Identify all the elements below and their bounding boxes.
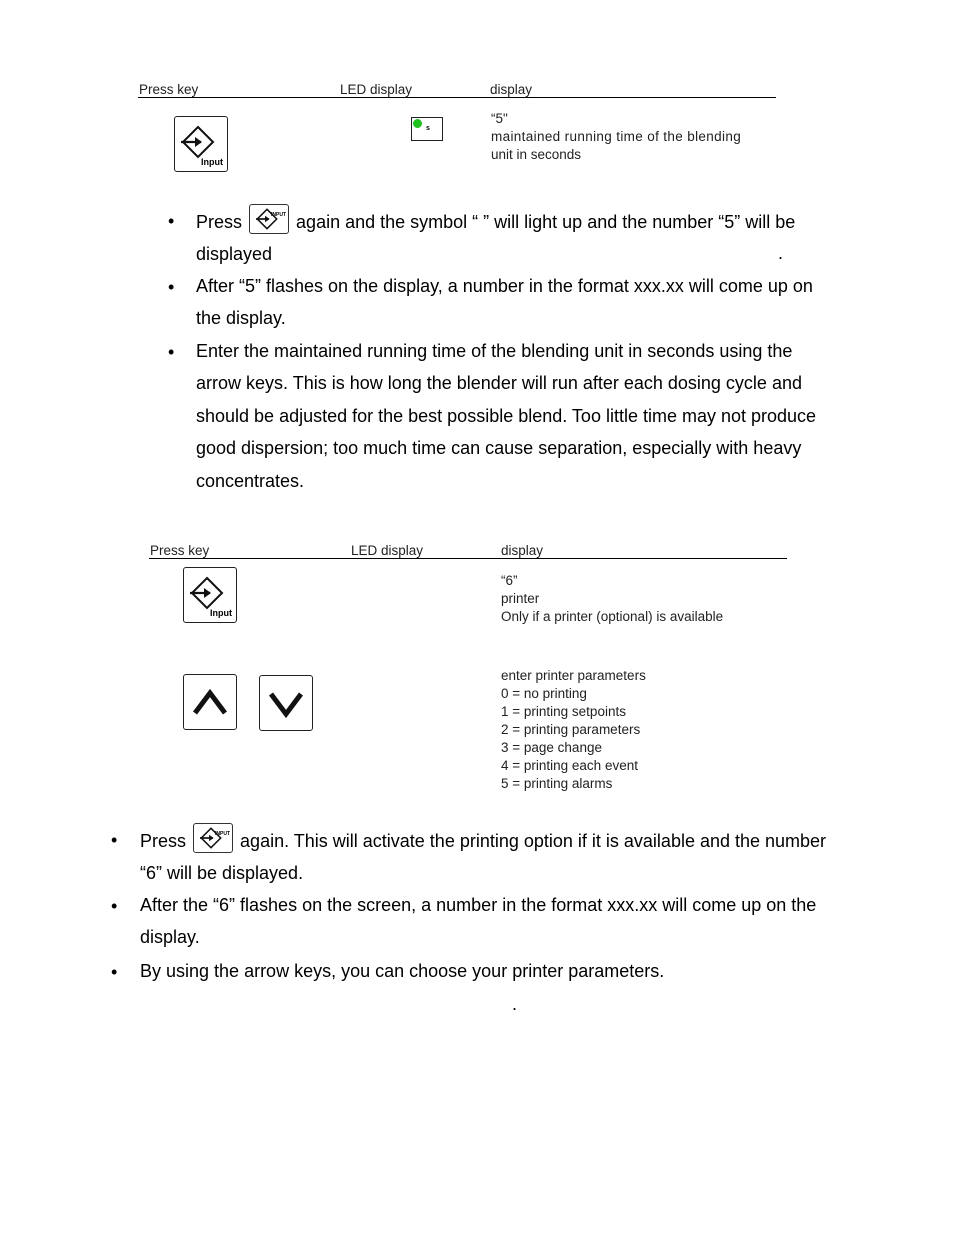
table1-header-display: display <box>490 82 533 97</box>
table2-row2-title: enter printer parameters <box>501 668 646 683</box>
table2-row1-title: printer <box>501 591 540 606</box>
table2-header-press-key: Press key <box>150 543 210 558</box>
table2-option-3: 3 = page change <box>501 740 602 755</box>
table2-option-0: 0 = no printing <box>501 686 587 701</box>
table2-option-5: 5 = printing alarms <box>501 776 613 791</box>
section2-bullet-2 <box>140 889 930 954</box>
table2-header-led-display: LED display <box>351 543 424 558</box>
bullet-text: display. <box>140 927 200 948</box>
bullet-text: After “5” flashes on the display, a number in the format xxx.xx will come up on <box>196 276 813 296</box>
table2-option-2: 2 = printing parameters <box>501 722 641 737</box>
arrow-down-key-icon <box>259 675 313 731</box>
bullet-line: arrow keys. This is how long the blender will run after each dosing cycle and <box>196 373 802 394</box>
led-letter: s <box>426 125 430 132</box>
input-key-icon <box>183 567 237 623</box>
bullet-dot: • <box>168 211 175 231</box>
bullet-text: again and the symbol “ ” will light up and the number “5” will be <box>296 212 796 232</box>
bullet-line: Enter the maintained running time of the blending unit in seconds using the <box>196 341 793 361</box>
table1-header-press-key: Press key <box>139 82 199 97</box>
table2-option-1: 1 = printing setpoints <box>501 704 626 719</box>
bullet-text: displayed <box>196 244 273 265</box>
bullet-text: again. This will activate the printing option if it is available and the number <box>240 831 827 851</box>
input-key-icon <box>174 116 228 172</box>
section1-bullet-3 <box>196 335 896 497</box>
section1-bullet-2 <box>196 270 896 335</box>
bullet-dot: • <box>168 342 175 362</box>
inline-input-key-icon: INPUT <box>193 823 233 853</box>
table1-display-line2: unit in seconds <box>491 147 582 162</box>
arrow-up-key-icon <box>183 674 237 730</box>
input-key-label: Input <box>210 608 232 618</box>
bullet-line: should be adjusted for the best possible blend. Too little time may not produce <box>196 405 817 426</box>
table2-row1-note: Only if a printer (optional) is available <box>501 609 724 624</box>
bullet-dot: • <box>111 896 118 916</box>
bullet-dot: • <box>111 962 118 982</box>
bullet-line: concentrates. <box>196 470 305 491</box>
bullet-dot: • <box>111 830 118 850</box>
bullet-text: “6” will be displayed. <box>140 863 304 884</box>
bullet-text: Press <box>196 212 243 232</box>
table2-option-4: 4 = printing each event <box>501 758 638 773</box>
led-indicator-icon <box>411 117 443 141</box>
table2-header-display: display <box>501 543 544 558</box>
trailing-period: . <box>778 243 784 263</box>
stray-period: . <box>512 994 518 1014</box>
table1-display-code: “5" <box>491 111 508 126</box>
table2-header-rule <box>149 558 787 559</box>
bullet-line: good dispersion; too much time can cause separation, especially with heavy <box>196 438 802 459</box>
table1-display-line1: maintained running time of the blending <box>491 129 742 144</box>
bullet-text: the display. <box>196 308 286 329</box>
bullet-dot: • <box>168 277 175 297</box>
section2-bullet-1 <box>140 823 930 890</box>
input-key-label: Input <box>201 157 223 167</box>
section2-bullet-3 <box>140 955 930 987</box>
led-dot <box>413 119 422 128</box>
section1-bullet-1 <box>196 204 876 271</box>
bullet-text: By using the arrow keys, you can choose your printer parameters. <box>140 961 665 981</box>
inline-input-key-icon: INPUT <box>249 204 289 234</box>
bullet-text: After the “6” flashes on the screen, a number in the format xxx.xx will come up on the <box>140 895 817 915</box>
table1-header-led-display: LED display <box>340 82 413 97</box>
table1-header-rule <box>138 97 776 98</box>
bullet-text: Press <box>140 831 187 851</box>
table2-row1-code: “6” <box>501 573 518 588</box>
